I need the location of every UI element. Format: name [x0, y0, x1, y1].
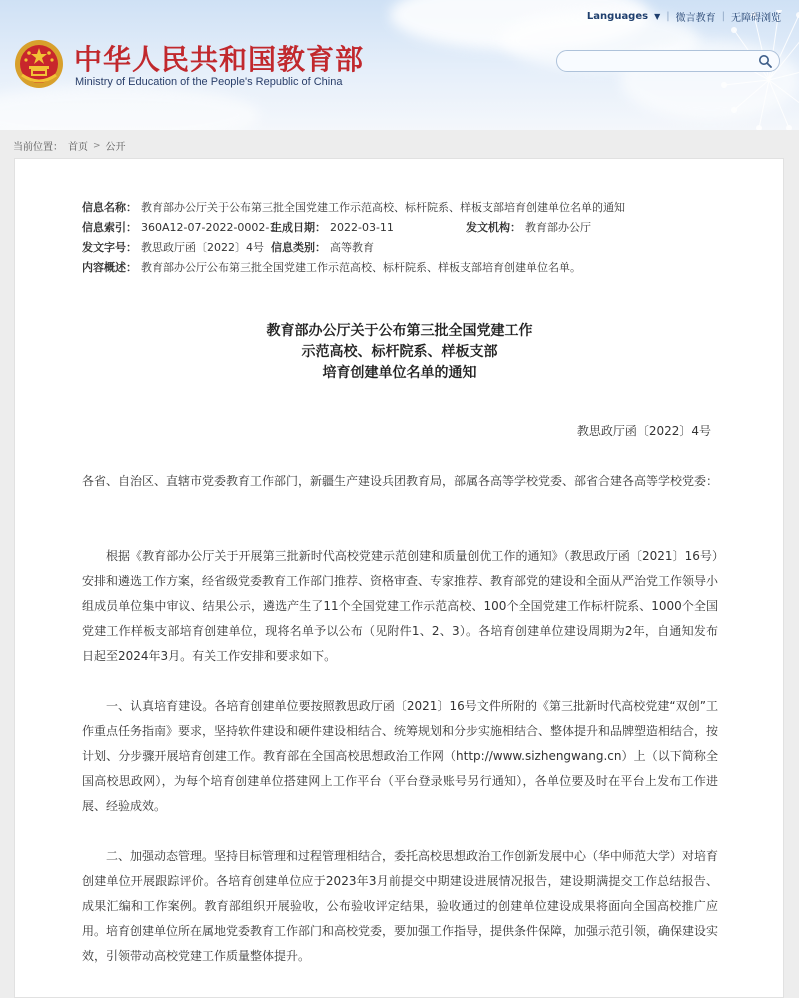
weibo-link[interactable]: 微言教育 [675, 13, 716, 24]
meta-label: 生成日期： [271, 221, 326, 234]
body-paragraph: 根据《教育部办公厅关于开展第三批新时代高校党建示范创建和质量创优工作的通知》（教思政厅函〔2021〕16号）安排和遴选工作方案，经省级党委教育工作部门推荐、资格审查、专家推荐、教育部党的建设和全面从严治党工作领导小组成员单位集中审议、结果公示，遴选产生了11个全国党建工作示范高校、100个全国党建工作标杆院系、1000个全国党建工作样板支部培育创建单位，现将名单予以公布（见附件1、2、3）。各培育创建单位建设周期为2年，自通知发布日起至2024年3月。有关工作安排和要求如下。 [82, 549, 719, 663]
search-icon[interactable] [758, 54, 772, 68]
meta-row-summary [82, 258, 625, 278]
body-paragraph: 一、认真培育建设。各培育创建单位要按照教思政厅函〔2021〕16号文件所附的《第三批新时代高校党建“双创”工作重点任务指南》要求，坚持软件建设和硬件建设相结合、统筹规划和分步实施相结合、整体提升和品牌塑造相结合，按计划、分步骤开展培育创建工作。教育部在全国高校思想政治工作网（http://www.sizhengwang.cn）上（以下简称全国高校思政网），为每个培育创建单位搭建网上工作平台（平台登录账号另行通知），各单位要及时在平台上发布工作进展、经验成效。 [82, 699, 719, 813]
divider: | [721, 11, 725, 22]
accessibility-link[interactable]: 无障碍浏览 [731, 13, 781, 24]
meta-label: 信息名称： [82, 201, 137, 214]
meta-value: 教思政厅函〔2022〕4号 [141, 241, 264, 254]
meta-label: 信息类别： [271, 241, 326, 254]
article-title [0, 321, 799, 384]
meta-label: 信息索引： [82, 221, 137, 234]
meta-value: 2022-03-11 [330, 221, 394, 234]
info-table [82, 198, 625, 278]
document-number: 教思政厅函〔2022〕4号 [576, 424, 711, 438]
breadcrumb-public-link[interactable]: 公开 [105, 142, 126, 153]
meta-row-docno [82, 238, 625, 258]
site-title-cn[interactable]: 中华人民共和国教育部 [74, 43, 365, 76]
chevron-down-icon[interactable]: ▼ [654, 12, 661, 21]
chevron-right-icon: > [93, 140, 101, 151]
site-title-en[interactable]: Ministry of Education of the People's Republic of China [75, 76, 343, 88]
search-input[interactable] [567, 53, 757, 73]
languages-link[interactable]: Languages [586, 11, 649, 22]
meta-row-index [82, 218, 625, 238]
meta-value: 360A12-07-2022-0002-1 [141, 221, 277, 234]
meta-value: 教育部办公厅关于公布第三批全国党建工作示范高校、标杆院系、样板支部培育创建单位名单的通知 [141, 201, 625, 214]
article-title-line: 示范高校、标杆院系、样板支部 [301, 344, 498, 360]
meta-row-name [82, 198, 625, 218]
meta-label: 发文字号： [82, 241, 137, 254]
article-title-line: 培育创建单位名单的通知 [322, 365, 477, 381]
site-header [0, 0, 799, 130]
breadcrumb [13, 138, 126, 153]
meta-label: 发文机构： [466, 221, 521, 234]
salutation-paragraph: 各省、自治区、直辖市党委教育工作部门，新疆生产建设兵团教育局，部属各高等学校党委、部省合建各高等学校党委： [82, 474, 719, 488]
divider: | [666, 11, 670, 22]
meta-label: 内容概述： [82, 261, 137, 274]
search-box[interactable] [556, 50, 780, 72]
meta-value: 高等教育 [330, 241, 374, 254]
top-links [587, 9, 781, 24]
meta-value: 教育部办公厅公布第三批全国党建工作示范高校、标杆院系、样板支部培育创建单位名单。 [141, 261, 581, 274]
body-paragraph: 二、加强动态管理。坚持目标管理和过程管理相结合，委托高校思想政治工作创新发展中心（华中师范大学）对培育创建单位开展跟踪评价。各培育创建单位应于2023年3月前提交中期建设进展情况报告，建设期满提交工作总结报告、成果汇编和工作案例。教育部组织开展验收，公布验收评定结果，验收通过的创建单位建设成果将面向全国高校推广应用。培育创建单位所在属地党委教育工作部门和高校党委，要加强工作指导，提供条件保障，加强示范引领，确保建设实效，引领带动高校党建工作质量整体提升。 [82, 849, 719, 963]
article-title-line: 教育部办公厅关于公布第三批全国党建工作 [266, 323, 533, 339]
national-emblem-icon[interactable] [14, 39, 64, 89]
meta-value: 教育部办公厅 [525, 221, 591, 234]
breadcrumb-home-link[interactable]: 首页 [68, 142, 88, 153]
breadcrumb-prefix: 当前位置： [13, 142, 63, 153]
